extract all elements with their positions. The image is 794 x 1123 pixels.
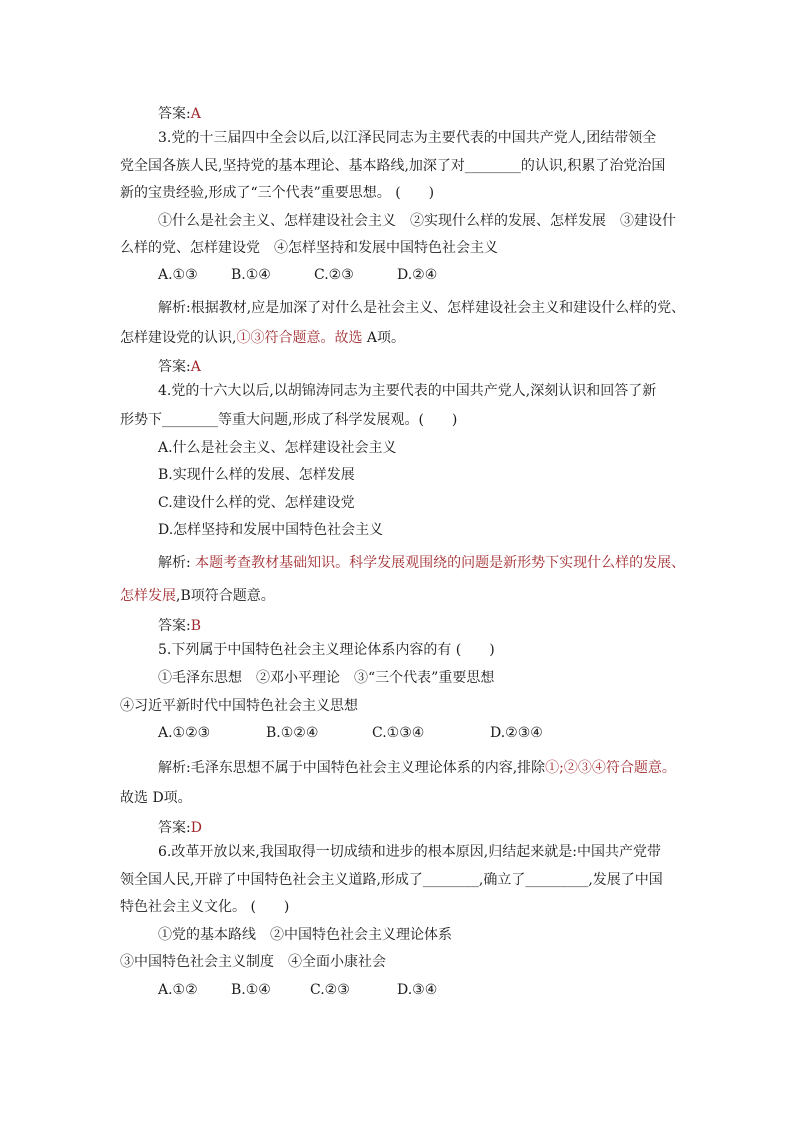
- q3-option-a: A.①③: [158, 267, 198, 283]
- q3-explanation-line-2: [120, 328, 405, 348]
- q3-explanation-part-3: A项。: [362, 330, 406, 346]
- q5-option-b: B.①②④: [266, 725, 319, 741]
- q3-stem-line-1: 3.党的十三届四中全会以后,以江泽民同志为主要代表的中国共产党人,团结带领全: [158, 130, 657, 146]
- q5-option-a: A.①②③: [158, 725, 211, 741]
- q4-explanation-line-2: [120, 586, 275, 606]
- q5-explanation-line-1: [158, 758, 676, 778]
- q6-stem-line-2: 领全国人民,开辟了中国特色社会主义道路,形成了________,确立了_________,发展了中国: [120, 872, 663, 888]
- answer-value: D: [190, 820, 202, 836]
- q5-statements-line-2: ④习近平新时代中国特色社会主义思想: [120, 698, 358, 714]
- answer-label: 答案:: [158, 820, 191, 836]
- q4-explanation-line-1: [158, 553, 685, 573]
- q4-option-c: C.建设什么样的党、怎样建设党: [158, 495, 355, 511]
- q5-explanation-text-red: ①;②③④符合题意。: [545, 760, 676, 776]
- q3-statements-line-2: 么样的党、怎样建设党 ④怎样坚持和发展中国特色社会主义: [120, 240, 498, 256]
- q4-option-a: A.什么是社会主义、怎样建设社会主义: [158, 440, 397, 456]
- q6-option-d: D.③④: [397, 982, 438, 998]
- q6-option-b: B.①④: [231, 982, 271, 998]
- q5-stem-line-1: 5.下列属于中国特色社会主义理论体系内容的有 ( ): [158, 642, 495, 658]
- q6-statements-line-2: ③中国特色社会主义制度 ④全面小康社会: [120, 954, 386, 970]
- q6-option-a: A.①②: [158, 982, 198, 998]
- answer-line: [158, 104, 201, 124]
- q4-option-d: D.怎样坚持和发展中国特色社会主义: [158, 522, 384, 538]
- answer-label: 答案:: [158, 618, 191, 634]
- q4-answer-line: [158, 616, 201, 636]
- q5-explanation-text: 解析:毛泽东思想不属于中国特色社会主义理论体系的内容,排除: [158, 760, 546, 776]
- answer-label: 答案:: [158, 359, 191, 375]
- q3-statements-line-1: ①什么是社会主义、怎样建设社会主义 ②实现什么样的发展、怎样发展 ③建设什: [158, 213, 676, 229]
- q4-explanation-text: 本题考查教材基础知识。科学发展观围绕的问题是新形势下实现什么样的发展、: [190, 555, 686, 571]
- q4-explanation-text-3: ,B项符合题意。: [176, 588, 275, 604]
- q3-answer-line: [158, 357, 201, 377]
- q3-explanation-line-1: 解析:根据教材,应是加深了对什么是社会主义、怎样建设社会主义和建设什么样的党、: [158, 300, 686, 316]
- q3-explanation-part-1: 怎样建设党的认识,: [120, 330, 237, 346]
- q6-option-c: C.②③: [310, 982, 350, 998]
- q4-option-b: B.实现什么样的发展、怎样发展: [158, 467, 355, 483]
- q6-statements-line-1: ①党的基本路线 ②中国特色社会主义理论体系: [158, 927, 452, 943]
- q6-stem-line-3: 特色社会主义文化。 ( ): [120, 899, 290, 915]
- q6-stem-line-1: 6.改革开放以来,我国取得一切成绩和进步的根本原因,归结起来就是:中国共产党带: [158, 844, 661, 860]
- q3-stem-line-3: 新的宝贵经验,形成了“三个代表”重要思想。 ( ): [120, 185, 435, 201]
- answer-label: 答案:: [158, 106, 191, 122]
- q3-option-d: D.②④: [397, 267, 438, 283]
- q3-option-c: C.②③: [314, 267, 354, 283]
- q3-stem-line-2: 党全国各族人民,坚持党的基本理论、基本路线,加深了对________的认识,积累了治党治国: [120, 158, 666, 174]
- q4-explanation-text-2: 怎样发展: [120, 588, 176, 604]
- q5-option-d: D.②③④: [490, 725, 543, 741]
- q5-explanation-line-2: 故选 D项。: [120, 790, 192, 806]
- answer-value: A: [190, 106, 201, 122]
- q4-explanation-label: 解析:: [158, 555, 191, 571]
- answer-value: A: [190, 359, 201, 375]
- q4-stem-line-1: 4.党的十六大以后,以胡锦涛同志为主要代表的中国共产党人,深刻认识和回答了新: [158, 383, 657, 399]
- q5-option-c: C.①③④: [372, 725, 425, 741]
- q3-explanation-part-2: ①③符合题意。故选: [236, 330, 363, 346]
- q4-stem-line-2: 形势下________等重大问题,形成了科学发展观。( ): [120, 412, 458, 428]
- answer-value: B: [190, 618, 202, 634]
- q5-statements-line-1: ①毛泽东思想 ②邓小平理论 ③“三个代表”重要思想: [158, 670, 495, 686]
- q5-answer-line: [158, 818, 202, 838]
- q3-option-b: B.①④: [231, 267, 271, 283]
